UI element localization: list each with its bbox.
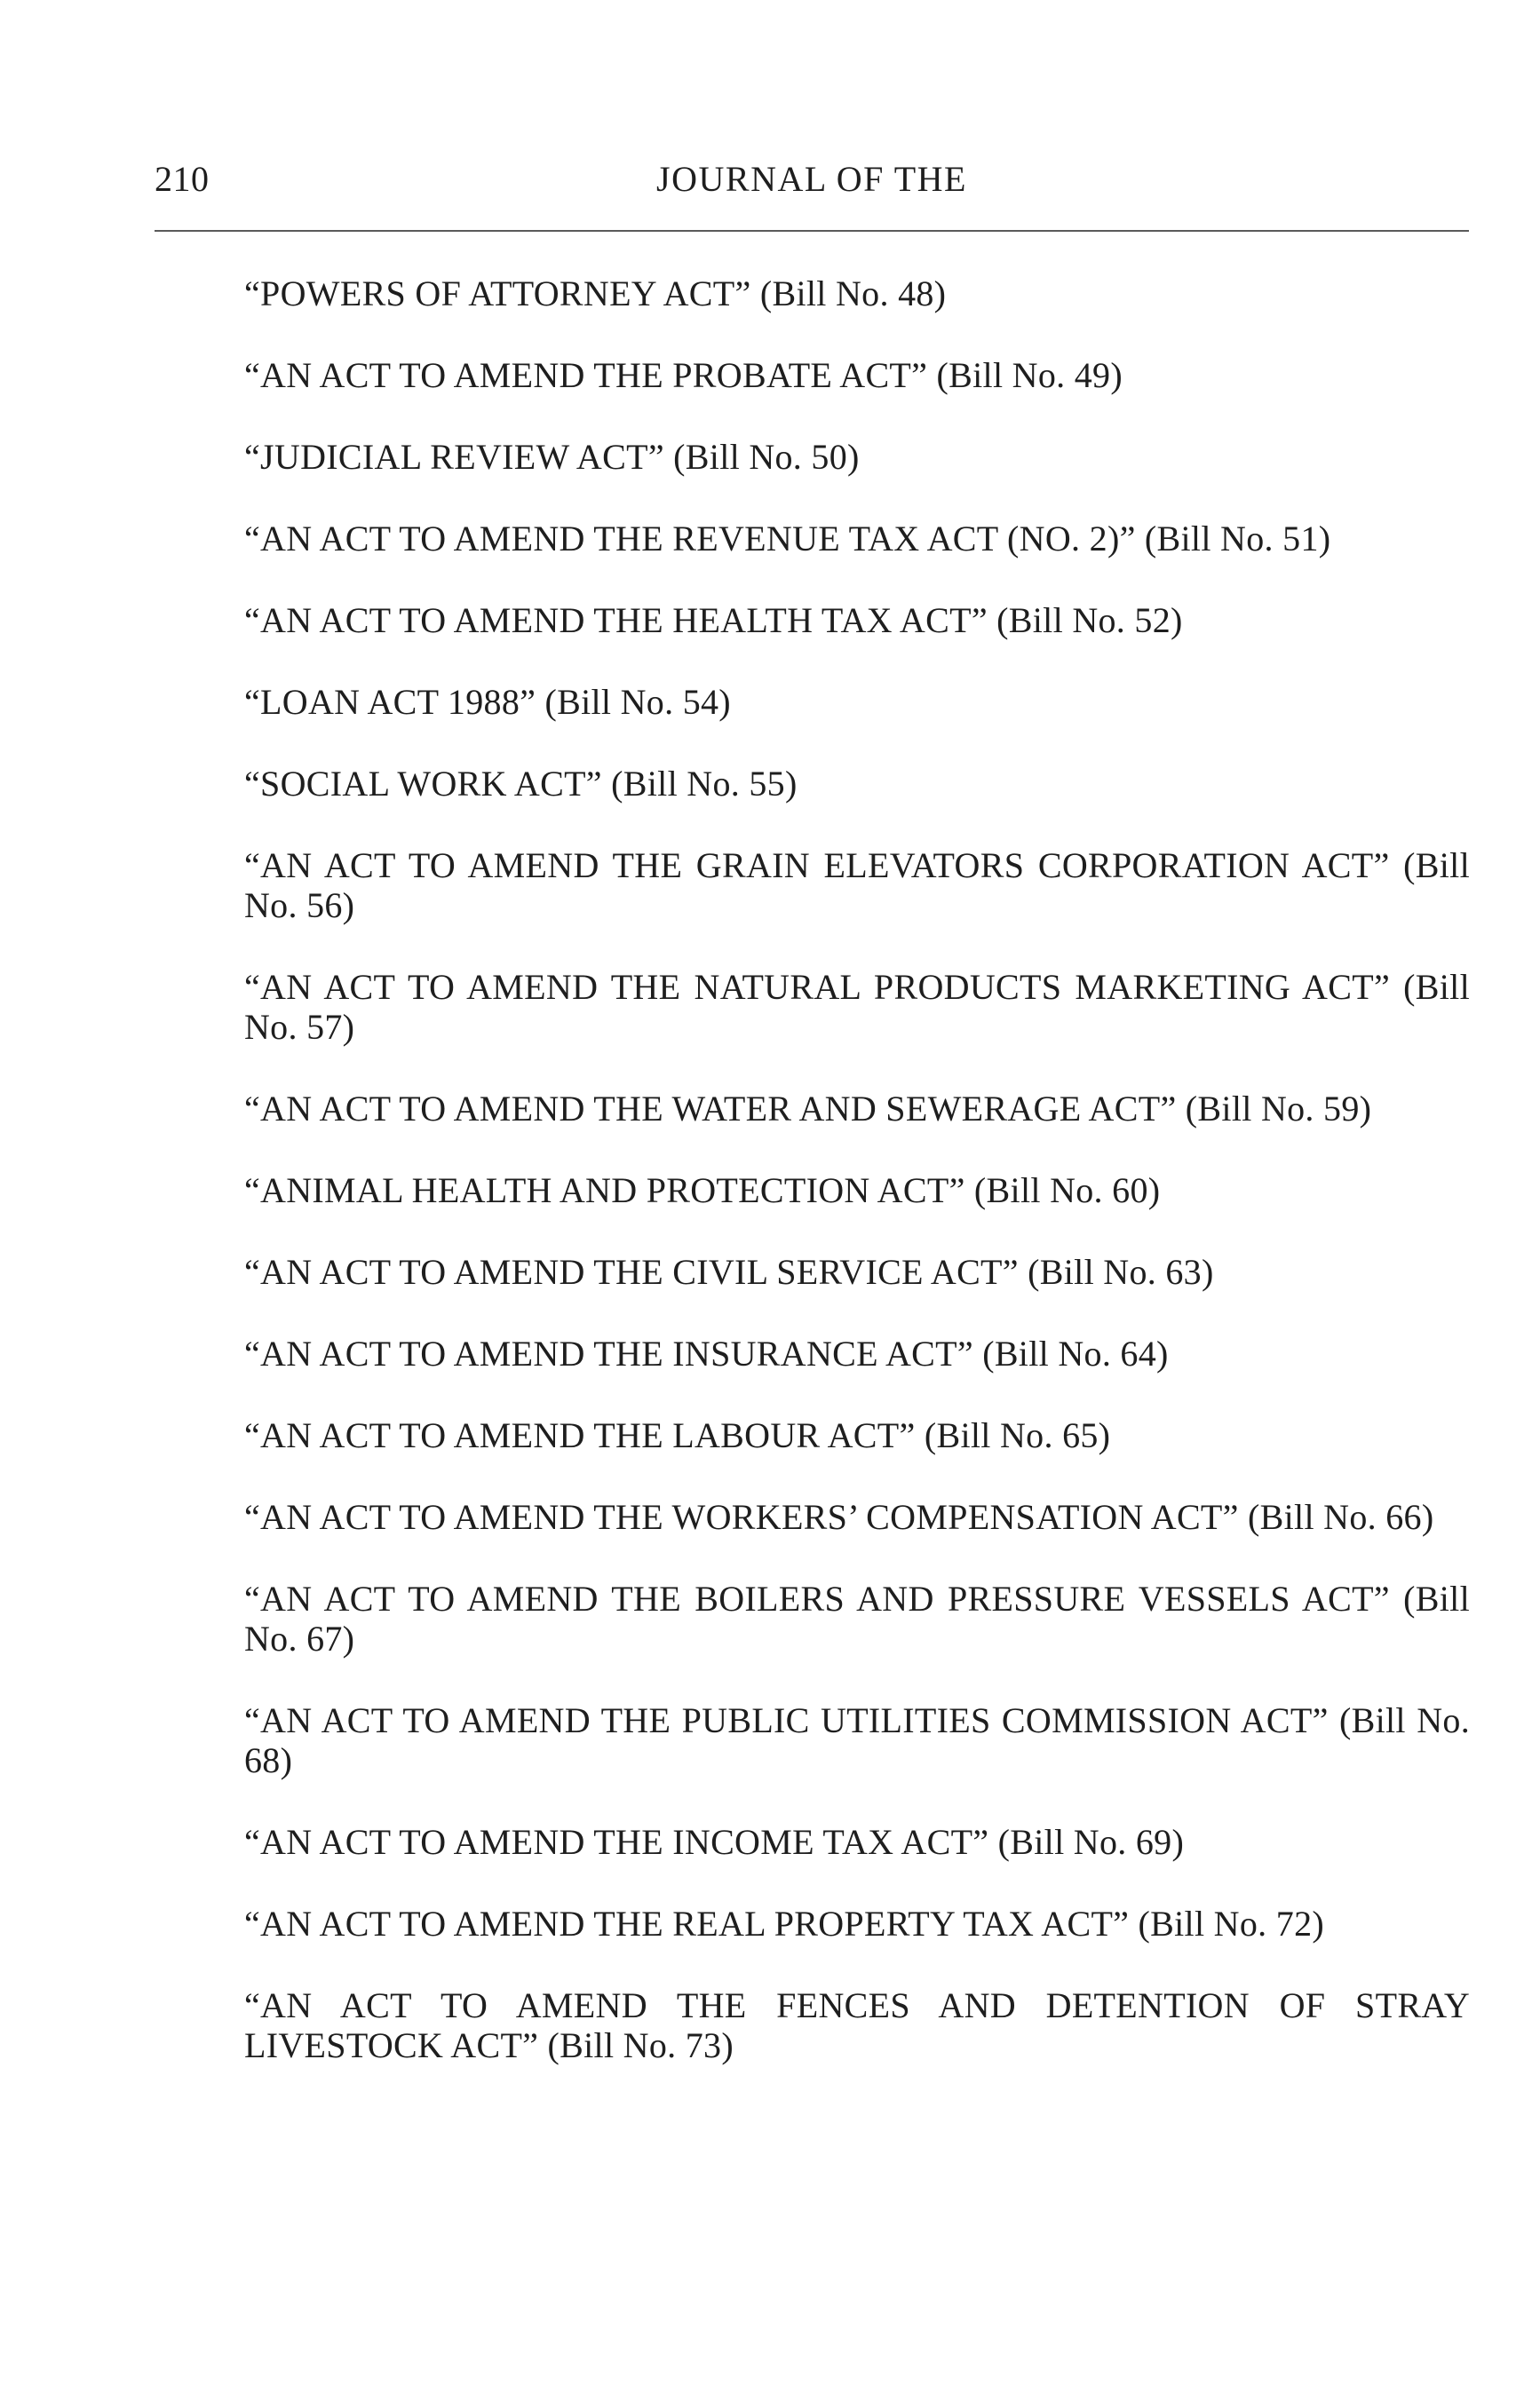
- bill-item: “AN ACT TO AMEND THE INSURANCE ACT” (Bill No. 64): [244, 1334, 1169, 1374]
- bill-item: “SOCIAL WORK ACT” (Bill No. 55): [244, 764, 798, 804]
- bill-item: “AN ACT TO AMEND THE HEALTH TAX ACT” (Bill No. 52): [244, 600, 1183, 640]
- bill-list: [244, 273, 1470, 2107]
- bill-item: “AN ACT TO AMEND THE GRAIN ELEVATORS CORPORATION ACT” (Bill No. 56): [244, 845, 1470, 925]
- bill-item: “LOAN ACT 1988” (Bill No. 54): [244, 682, 731, 722]
- bill-item: “AN ACT TO AMEND THE NATURAL PRODUCTS MARKETING ACT” (Bill No. 57): [244, 967, 1470, 1047]
- bill-item: “AN ACT TO AMEND THE FENCES AND DETENTION OF STRAY LIVESTOCK ACT” (Bill No. 73): [244, 1985, 1470, 2065]
- bill-item: “POWERS OF ATTORNEY ACT” (Bill No. 48): [244, 273, 947, 313]
- bill-item: “AN ACT TO AMEND THE PUBLIC UTILITIES COMMISSION ACT” (Bill No. 68): [244, 1700, 1470, 1780]
- bill-item: “AN ACT TO AMEND THE INCOME TAX ACT” (Bill No. 69): [244, 1822, 1185, 1862]
- bill-item: “AN ACT TO AMEND THE REAL PROPERTY TAX ACT” (Bill No. 72): [244, 1904, 1324, 1944]
- bill-item: “AN ACT TO AMEND THE WATER AND SEWERAGE ACT” (Bill No. 59): [244, 1089, 1372, 1129]
- page-header: [155, 158, 1469, 211]
- page-number: 210: [155, 159, 210, 199]
- bill-item: “AN ACT TO AMEND THE CIVIL SERVICE ACT” (Bill No. 63): [244, 1252, 1214, 1292]
- bill-item: “AN ACT TO AMEND THE PROBATE ACT” (Bill No. 49): [244, 355, 1123, 395]
- bill-item: “AN ACT TO AMEND THE WORKERS’ COMPENSATION ACT” (Bill No. 66): [244, 1497, 1434, 1537]
- bill-item: “AN ACT TO AMEND THE LABOUR ACT” (Bill No. 65): [244, 1415, 1111, 1455]
- bill-item: “AN ACT TO AMEND THE REVENUE TAX ACT (NO. 2)” (Bill No. 51): [244, 519, 1331, 558]
- bill-item: “ANIMAL HEALTH AND PROTECTION ACT” (Bill No. 60): [244, 1170, 1161, 1210]
- bill-item: “JUDICIAL REVIEW ACT” (Bill No. 50): [244, 437, 860, 477]
- header-rule: [155, 230, 1469, 232]
- bill-item: “AN ACT TO AMEND THE BOILERS AND PRESSURE VESSELS ACT” (Bill No. 67): [244, 1579, 1470, 1659]
- running-title: JOURNAL OF THE: [656, 159, 967, 199]
